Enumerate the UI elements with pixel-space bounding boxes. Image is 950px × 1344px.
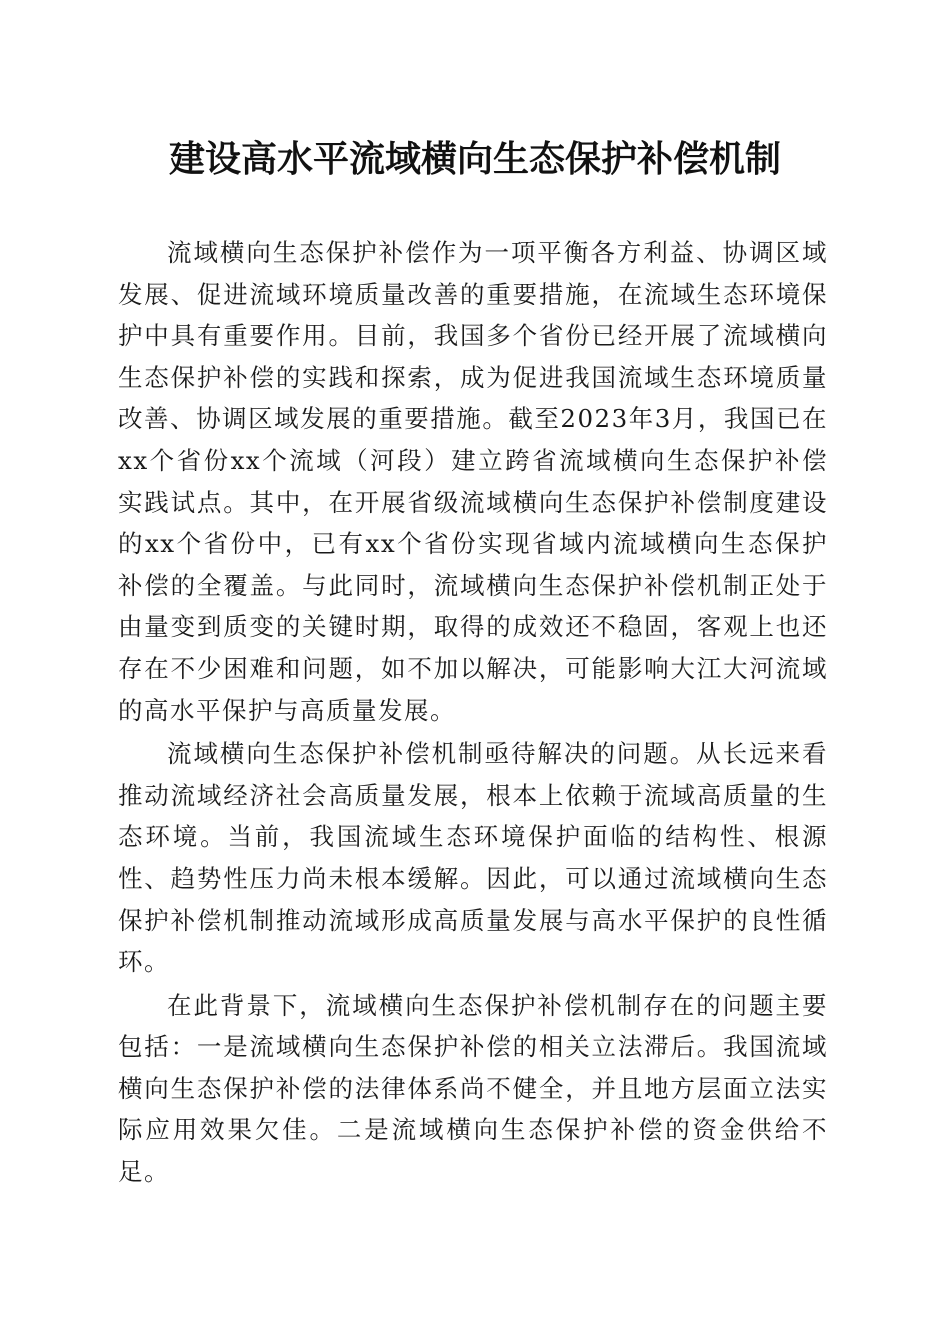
paragraph-1: 流域横向生态保护补偿作为一项平衡各方利益、协调区域发展、促进流域环境质量改善的重要措施，在流域生态环境保护中具有重要作用。目前，我国多个省份已经开展了流域横向生态保护补偿的实践和探索，成为促进我国流域生态环境质量改善、协调区域发展的重要措施。截至2023年3月，我国已在xx个省份xx个流域（河段）建立跨省流域横向生态保护补偿实践试点。其中，在开展省级流域横向生态保护补偿制度建设的xx个省份中，已有xx个省份实现省域内流域横向生态保护补偿的全覆盖。与此同时，流域横向生态保护补偿机制正处于由量变到质变的关键时期，取得的成效还不稳固，客观上也还存在不少困难和问题，如不加以解决，可能影响大江大河流域的高水平保护与高质量发展。 [118, 238, 828, 725]
document-body [118, 232, 828, 1195]
paragraph-2: 流域横向生态保护补偿机制亟待解决的问题。从长远来看推动流域经济社会高质量发展，根本上依赖于流域高质量的生态环境。当前，我国流域生态环境保护面临的结构性、根源性、趋势性压力尚未根本缓解。因此，可以通过流域横向生态保护补偿机制推动流域形成高质量发展与高水平保护的良性循环。 [118, 739, 828, 977]
page-title: 建设高水平流域横向生态保护补偿机制 [168, 138, 781, 180]
paragraph-3: 在此背景下，流域横向生态保护补偿机制存在的问题主要包括：一是流域横向生态保护补偿的相关立法滞后。我国流域横向生态保护补偿的法律体系尚不健全，并且地方层面立法实际应用效果欠佳。二是流域横向生态保护补偿的资金供给不足。 [118, 990, 828, 1187]
